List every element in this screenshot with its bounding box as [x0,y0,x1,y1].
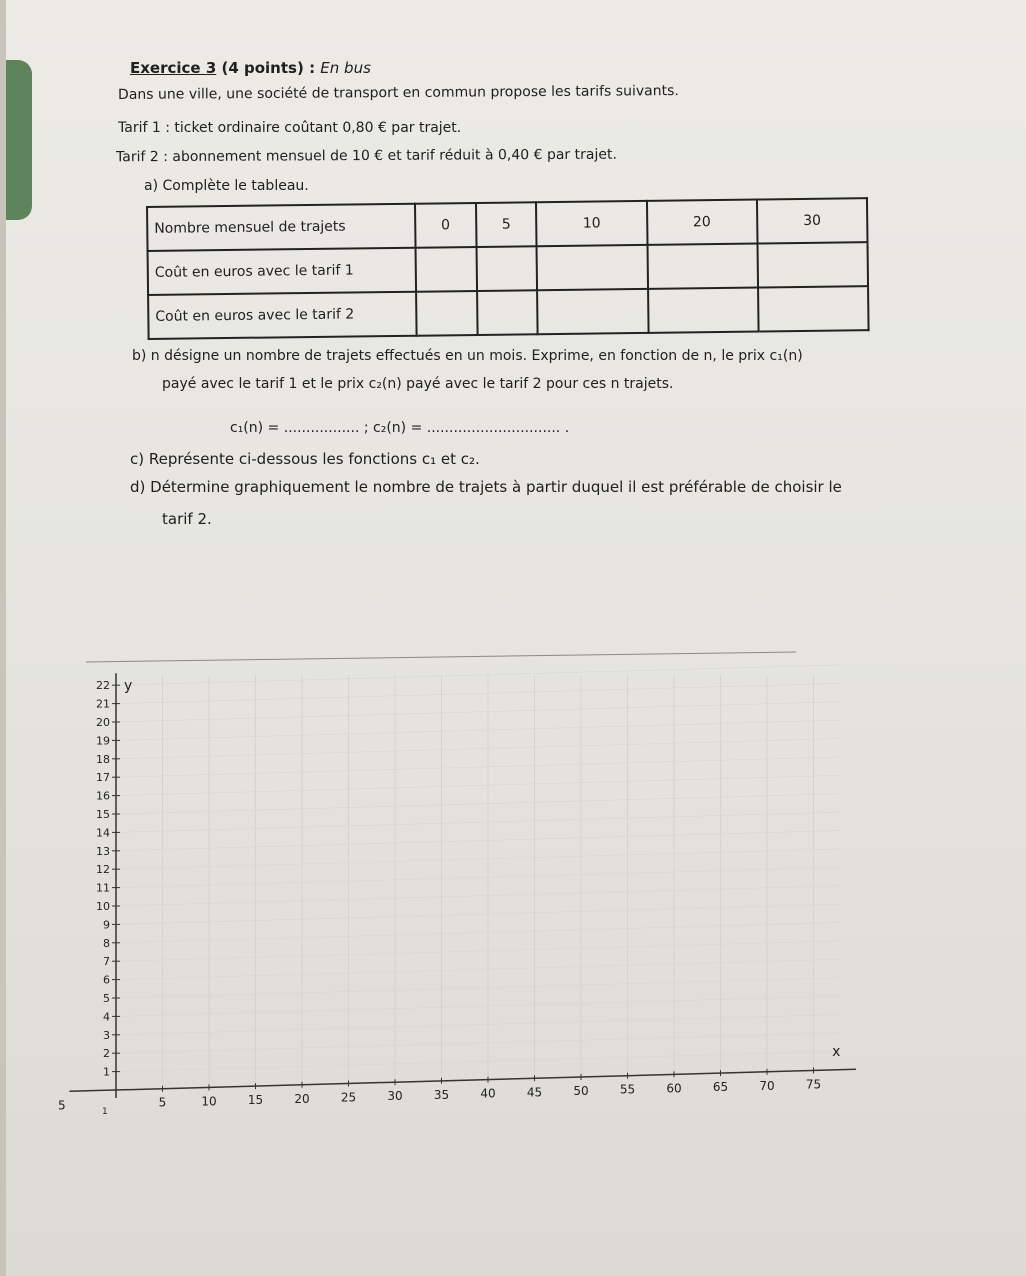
y-tick-label: 6 [103,973,110,987]
tarif2-cell[interactable] [537,289,648,334]
grid-line-horizontal [116,702,841,722]
y-tick-label: 12 [96,863,110,877]
intro-text: Dans une ville, une société de transport en commun propose les tarifs suivants. [117,83,679,103]
grid-line-horizontal [116,904,841,924]
tarif1-cell[interactable] [416,247,477,292]
x-tick-label: 55 [619,1082,636,1097]
x-tick-label: 30 [387,1089,403,1104]
tarif2-cell[interactable] [758,286,869,331]
grid-line-horizontal [116,757,841,777]
trips-col-0: 0 [415,203,476,248]
grid-line-horizontal [116,812,841,832]
y-tick-label: 2 [103,1047,110,1061]
y-tick-label: 3 [103,1028,110,1042]
exercise-topic: En bus [320,59,371,77]
x-tick-group [159,1067,821,1109]
tarif2-cell[interactable] [477,290,538,335]
worksheet-page [6,0,1026,1276]
x-tick-label: 45 [526,1085,543,1100]
cost-table [146,197,870,340]
x-tick-label: 65 [712,1080,729,1095]
y-tick-label: 17 [96,771,110,785]
y-tick-label: 16 [96,789,110,803]
graph [56,650,856,1150]
grid-line-horizontal [116,738,841,758]
x-tick-label: 5 [158,1095,167,1110]
question-b-line1: b) n désigne un nombre de trajets effectués en un mois. Exprime, en fonction de n, le prix c₁(n) [132,348,803,364]
y-axis-label: y [124,678,133,695]
trips-col-20: 20 [647,200,758,245]
y-tick-label: 15 [96,808,110,821]
x-tick-label: 35 [433,1087,450,1102]
trips-col-5: 5 [476,202,537,247]
grid-line-horizontal [116,922,841,942]
question-b-formula: c₁(n) = ................. ; c₂(n) = .............................. . [230,420,570,436]
x-tick-label: 40 [480,1086,496,1101]
table-row-tarif2 [148,286,868,339]
y-tick-label: 8 [103,936,110,950]
x-tick-label: 25 [340,1090,357,1105]
x-tick-label: 70 [759,1078,775,1093]
tarif2-cell[interactable] [416,291,477,336]
question-d-line1: d) Détermine graphiquement le nombre de trajets à partir duquel il est préférable de choisir le [130,478,842,496]
grid-line-horizontal [116,775,841,795]
question-d-line2: tarif 2. [162,510,212,528]
y-tick-label: 21 [96,697,110,711]
x-tick-label: 60 [666,1081,682,1096]
question-a: a) Complète le tableau. [144,178,309,194]
y-tick-label: 22 [96,679,110,693]
y-tick-label: 9 [103,918,110,932]
tarif1-cell[interactable] [476,246,537,291]
x-tick-label: 10 [201,1094,217,1109]
y-tick-label: 13 [96,844,110,858]
background-leaf [6,60,32,220]
y-tick-label: 1 [103,1065,110,1079]
header-tarif2: Coût en euros avec le tarif 2 [148,292,417,339]
header-trips: Nombre mensuel de trajets [147,204,416,251]
grid-line-horizontal [116,1014,841,1034]
graph-grid [116,665,841,1090]
origin-mark: 1 [102,1107,108,1117]
tarif1-text: Tarif 1 : ticket ordinaire coûtant 0,80 € par trajet. [118,120,462,136]
tarif2-text: Tarif 2 : abonnement mensuel de 10 € et tarif réduit à 0,40 € par trajet. [115,146,617,166]
x-axis-label: x [832,1043,841,1060]
trips-col-30: 30 [757,198,868,243]
grid-line-horizontal [116,1033,841,1053]
x-axis-left-label: 5 [58,1098,66,1113]
grid-line-horizontal [116,665,841,685]
grid-line-horizontal [116,1051,841,1071]
grid-line-horizontal [116,683,841,703]
y-tick-label: 4 [103,1010,110,1024]
tarif1-cell[interactable] [757,242,868,287]
trips-col-10: 10 [536,201,647,246]
y-tick-label: 14 [96,826,110,840]
question-c: c) Représente ci-dessous les fonctions c₁ et c₂. [130,450,480,468]
grid-line-horizontal [116,849,841,869]
x-tick-label: 15 [247,1093,264,1108]
y-tick-label: 5 [103,992,110,1005]
grid-line-horizontal [116,941,841,961]
x-tick-label: 20 [294,1091,310,1106]
grid-line-horizontal [116,886,841,906]
y-tick-label: 10 [96,900,110,913]
x-axis [70,1069,857,1091]
header-tarif1: Coût en euros avec le tarif 1 [148,248,417,295]
exercise-points: (4 points) [221,59,304,77]
exercise-label: Exercice 3 [130,59,217,77]
y-tick-label: 19 [96,734,110,748]
x-tick-label: 75 [805,1077,822,1092]
grid-line-horizontal [116,794,841,814]
graph-top-edge [86,652,796,662]
grid-line-horizontal [116,996,841,1016]
y-tick-label: 11 [96,881,110,895]
grid-line-horizontal [116,720,841,740]
tarif1-cell[interactable] [537,245,648,290]
grid-line-horizontal [116,978,841,998]
y-tick-label: 7 [103,955,110,969]
grid-line-horizontal [116,959,841,979]
tarif2-cell[interactable] [648,288,759,333]
x-tick-label: 50 [573,1083,589,1098]
exercise-title: Exercice 3 (4 points) : En bus [130,59,371,77]
grid-line-horizontal [116,830,841,850]
grid-line-horizontal [116,867,841,887]
question-b-line2: payé avec le tarif 1 et le prix c₂(n) payé avec le tarif 2 pour ces n trajets. [162,376,674,392]
tarif1-cell[interactable] [647,244,758,289]
y-tick-label: 18 [96,752,110,766]
y-tick-label: 20 [96,716,110,729]
